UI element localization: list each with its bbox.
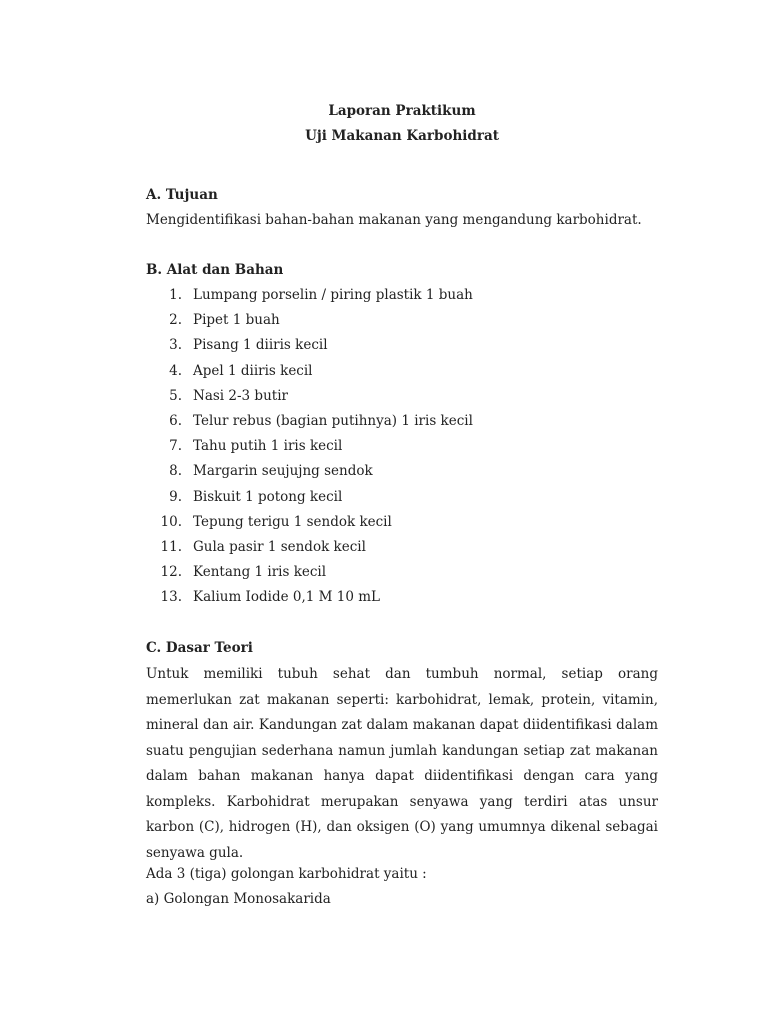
list-item-text: Nasi 2-3 butir (193, 387, 288, 404)
list-item-number: 4. (169, 362, 182, 379)
section-a-text: Mengidentifikasi bahan-bahan makanan yang mengandung karbohidrat. (146, 212, 642, 228)
list-item-text: Gula pasir 1 sendok kecil (193, 539, 366, 555)
list-item-text: Telur rebus (bagian putihnya) 1 iris kecil (193, 413, 473, 429)
list-item-number: 12. (160, 564, 182, 581)
list-item-number: 9. (169, 488, 182, 505)
document-title: Laporan Praktikum (328, 103, 476, 119)
groups-intro-text: Ada 3 (tiga) golongan karbohidrat yaitu : (146, 866, 427, 882)
theory-paragraph: Untuk memiliki tubuh sehat dan tumbuh normal, setiap orang memerlukan zat makanan seperti: karbohidrat, lemak, protein, vitamin, mineral dan air. Kandungan zat dalam makanan dapat diidentifikasi dalam suatu pengujian sederhana namun jumlah kandungan setiap zat makanan dalam bahan makanan hanya dapat diidentifikasi dengan cara yang kompleks. Karbohidrat merupakan senyawa yang terdiri atas unsur karbon (C), hidrogen (H), dan oksigen (O) yang umumnya dikenal sebagai senyawa gula. (146, 666, 658, 861)
list-item-text: Lumpang porselin / piring plastik 1 buah (193, 287, 473, 303)
list-item-text: Kalium Iodide 0,1 M 10 mL (193, 589, 381, 606)
list-item-number: 13. (160, 589, 182, 606)
document-subtitle: Uji Makanan Karbohidrat (305, 128, 499, 144)
list-item-number: 11. (160, 539, 182, 555)
list-item-text: Tepung terigu 1 sendok kecil (193, 513, 392, 530)
section-b-heading: B. Alat dan Bahan (146, 262, 284, 278)
list-item-text: Pipet 1 buah (193, 312, 280, 329)
list-item-number: 2. (169, 312, 182, 329)
list-item-text: Biskuit 1 potong kecil (193, 488, 343, 505)
list-item-number: 10. (160, 513, 182, 530)
list-item-text: Pisang 1 diiris kecil (193, 337, 328, 354)
list-item-text: Margarin seujujng sendok (193, 463, 373, 480)
list-item-number: 1. (169, 287, 182, 303)
list-item-number: 7. (169, 438, 182, 455)
section-c-heading: C. Dasar Teori (146, 640, 253, 656)
list-item-number: 8. (169, 463, 182, 480)
list-item-text: Kentang 1 iris kecil (193, 564, 327, 581)
section-a-heading: A. Tujuan (146, 187, 218, 203)
list-item-text: Apel 1 diiris kecil (193, 362, 313, 379)
list-item-number: 5. (169, 387, 182, 404)
list-item-text: Tahu putih 1 iris kecil (193, 438, 343, 455)
group-a-text: a) Golongan Monosakarida (146, 891, 331, 907)
list-item-number: 3. (169, 337, 182, 354)
list-item-number: 6. (169, 413, 182, 429)
